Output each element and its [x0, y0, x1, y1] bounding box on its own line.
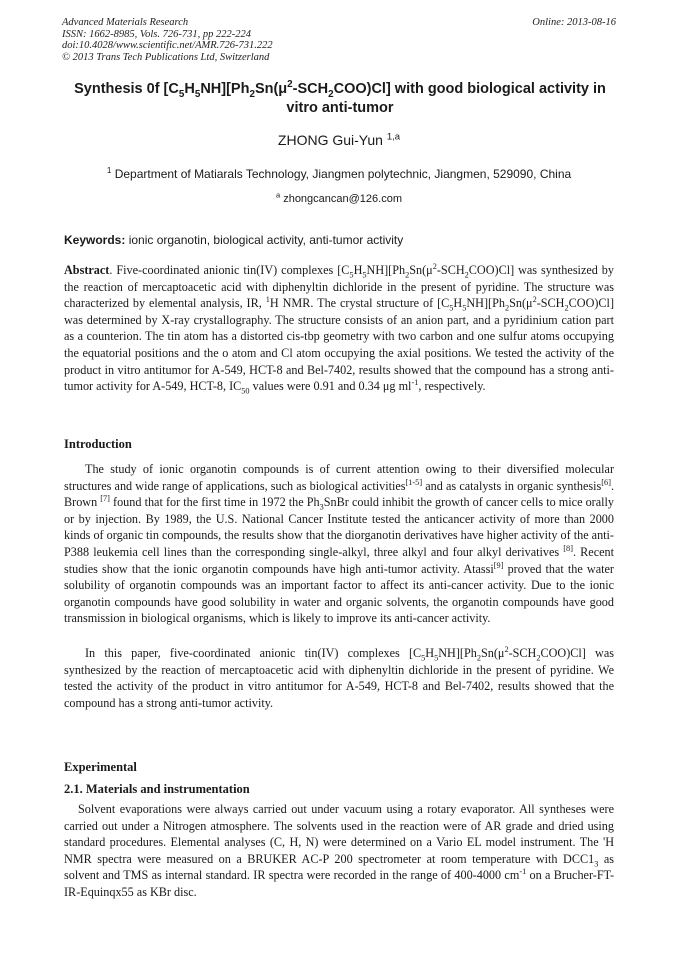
experimental-heading: Experimental [64, 760, 137, 774]
citation: [1-5] [405, 477, 423, 487]
abstract-label: Abstract [64, 263, 110, 277]
affiliation: $^1$ Department of Matiarals Technology, Jiangmen polytechnic, Jiangmen, 529090, China [106, 166, 572, 181]
introduction-heading: Introduction [64, 437, 132, 451]
journal-name: Advanced Materials Research [62, 17, 189, 28]
issn-line: ISSN: 1662-8985, Vols. 726-731, pp 222-224 [62, 28, 251, 40]
citation: [9] [493, 560, 504, 570]
doi-line: doi:10.4028/www.scientific.net/AMR.726-731.222 [62, 40, 273, 51]
materials-paragraph: Solvent evaporations were always carried out under vacuum using a rotary evaporator. All syntheses were carried out under a Nitrogen atmosphere. The solvents used in the reaction were of AR grade and dried using standard procedures. Elemental analyses (C, H, N) were determined on a Vario EL model instrument. The 'H NMR spectra were measured on a BRUKER AC-P 200 spectrometer at room temperature with $DCC1_3$ as solvent and TMS as internal standard. IR spectra were recorded in the range of 400-4000 $cm^{-1}$ on a Brucher-FT-IR-Equinqx55 as KBr disc. [64, 802, 614, 899]
introduction-paragraph-2: In this paper, five-coordinated anionic tin(IV) complexes $[C_5H_5NH][Ph_2Sn(\mu^2-SCH_2COO)Cl]$ was synthesized by the reaction of mercaptoacetic acid with diphenyltin dichloride in the present of pyridine. We tested the activity of the product in vitro antitumor for A-549, HCT-8 and Bel-7402, results showed that the compound has a strong anti-tumor activity. [64, 644, 614, 710]
author-line [0, 132, 678, 148]
keywords-text: ionic organotin, biological activity, anti-tumor activity [125, 233, 404, 247]
keywords [64, 233, 403, 247]
author-name: ZHONG Gui-Yun [277, 132, 387, 148]
paper-title: Synthesis 0f $[C_5H_5NH][Ph_2Sn(\mu^2-SCH_2COO)Cl]$ with good biological activity in vitro anti-tumor [74, 79, 606, 116]
materials-subheading: 2.1. Materials and instrumentation [64, 782, 250, 796]
copyright-line: © 2013 Trans Tech Publications Ltd, Switzerland [62, 51, 270, 63]
abstract-paragraph: Abstract. Five-coordinated anionic tin(IV) complexes $[C_5H_5NH][Ph_2Sn(\mu^2-SCH_2COO)Cl]$ was synthesized by the reaction of mercaptoacetic acid with diphenyltin dichloride in the present of pyridine. The structure was characterized by elemental analysis, IR, $^1$H NMR. The crystal structure of $[C_5H_5NH][Ph_2Sn(\mu^2-SCH_2COO)Cl]$ was determined by X-ray crystallography. The structure consists of an anion part, and a pyridinium cation part as a counterion. The tin atom has a distorted cis-tbp geometry with two carbon and one sulfur atoms occupying the equatorial positions and the o atom and Cl atom occupying the axial positions. We tested the activity of the product in vitro antitumor for A-549, HCT-8 and Bel-7402, results showed that the compound has a strong anti-tumor activity for A-549, HCT-8, $IC_{50}$ values were 0.91 and 0.34 μg $ml^{-1}$, respectively. [64, 261, 615, 396]
citation: [8] [563, 543, 573, 553]
citation: [7] [100, 494, 110, 504]
author-email: $^a$ zhongcancan@126.com [275, 190, 402, 205]
introduction-paragraph-1: The study of ionic organotin compounds is of current attention owing to their diversified molecular structures and wide range of applications, such as biological activities[1-5] and as catalysts in organic synthesis[6]. Brown [7] found that for the first time in 1972 the $Ph_3SnBr$ could inhibit the growth of cancer cells to mice orally or by injection. By 1989, the U.S. National Cancer Institute tested the anticancer activity of more than 2000 kinds of organic tin compounds, the results show that the diorganotin derivatives have higher activity of the anti-P388 leukemia cell lines than the corresponding single-alkyl, three alkyl and four alkyl derivatives [8]. Recent studies show that the ionic organotin compounds have high anti-tumor activity. Atassi[9] proved that the water solubility of organotin compounds was an important factor to affect its anti-cancer activity. Due to the ionic organotin compounds have good solubility in water and organic solvents, the organotin compounds have good transmission in biological organisms, which is likely to improve its anti-cancer activity. [64, 462, 615, 626]
author-marks: 1,a [386, 131, 401, 143]
citation: [6] [601, 477, 611, 487]
journal-header [62, 17, 273, 63]
keywords-label: Keywords: [64, 233, 126, 247]
online-date: Online: 2013-08-16 [532, 17, 616, 28]
